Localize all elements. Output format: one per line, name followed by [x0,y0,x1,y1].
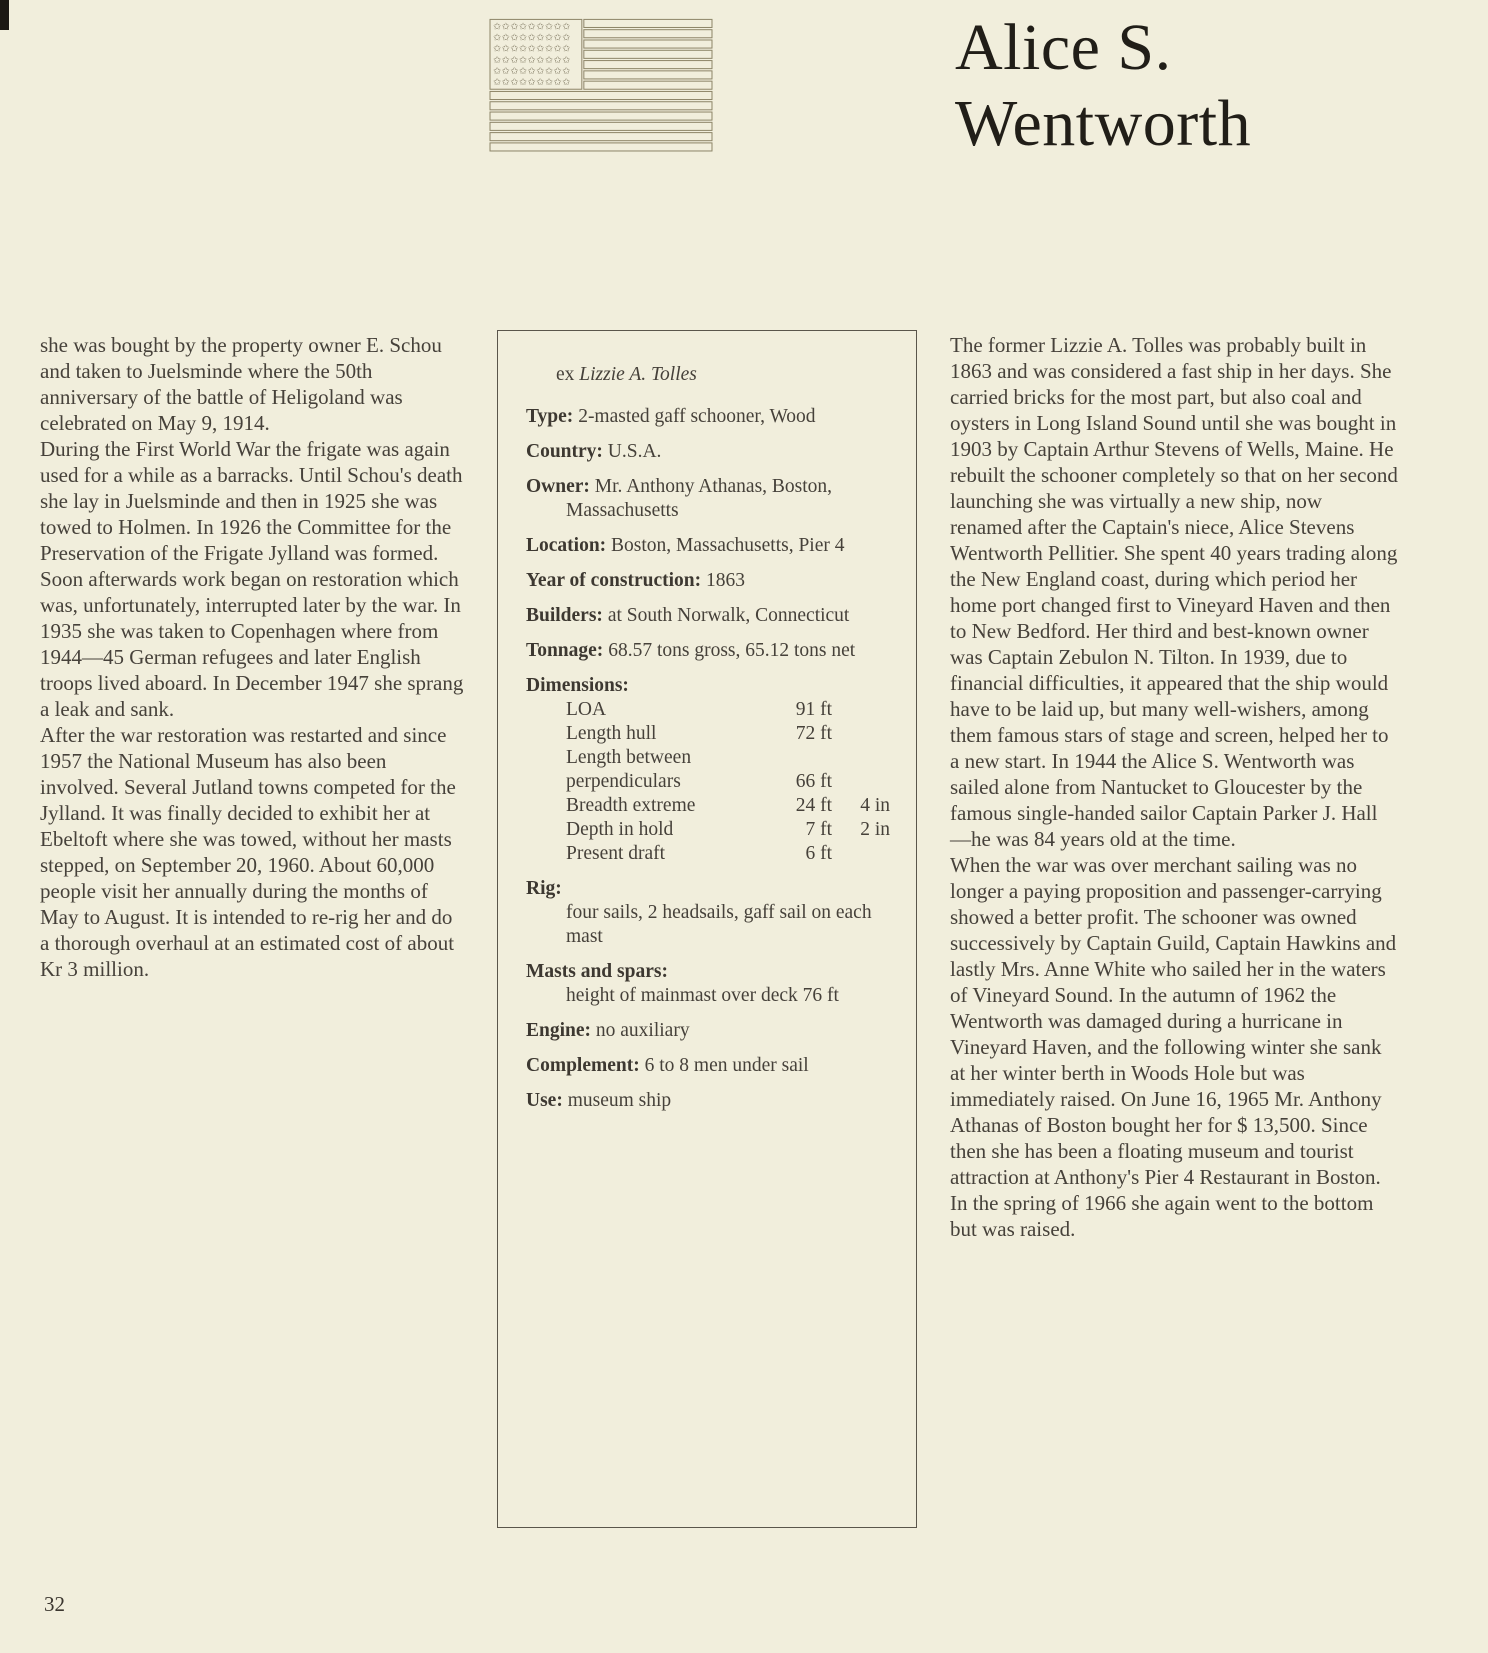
spec-location-value: Boston, Massachusetts, Pier 4 [611,535,845,556]
spec-location-label: Location: [526,535,607,556]
dim-row-in: 4 in [860,795,890,816]
spec-complement-value: 6 to 8 men under sail [644,1055,809,1076]
us-flag-icon [489,18,713,154]
dim-row-ft: 6 ft [805,843,832,864]
right-column [950,332,1398,1242]
dim-row-label: LOA [566,699,607,720]
spec-type [526,405,890,429]
spec-complement-label: Complement: [526,1055,640,1076]
spec-country [526,440,890,464]
flag-star-row: ✩✩✩✩✩✩✩✩✩ [493,76,571,88]
dim-row-label: Depth in hold [566,819,674,840]
spec-builders-label: Builders: [526,605,603,626]
flag-star-row: ✩✩✩✩✩✩✩✩✩ [493,65,571,77]
page-title [955,10,1375,162]
spec-rig-value: four sails, 2 headsails, gaff sail on each mast [566,902,872,947]
spec-type-label: Type: [526,406,574,427]
spec-rig-label: Rig: [526,878,562,899]
spec-builders-value: at South Norwalk, Connecticut [607,605,850,626]
flag-star-row: ✩✩✩✩✩✩✩✩✩ [493,32,571,44]
spec-use-label: Use: [526,1090,563,1111]
spec-use-value: museum ship [567,1090,672,1111]
spec-masts-label: Masts and spars: [526,961,668,982]
dim-row-ft: 7 ft [805,819,832,840]
dimensions-heading [526,674,890,698]
dim-row-label: Length hull [566,723,657,744]
spec-masts [526,960,890,1008]
dim-row-ft: 66 ft [795,771,832,792]
spec-use [526,1089,890,1113]
page-title-line1: Alice S. [955,11,1172,84]
spec-engine-label: Engine: [526,1020,592,1041]
left-paragraph: After the war restoration was restarted and since 1957 the National Museum has also been involved. Several Jutland towns competed for the Jylland. It was finally decided to exhibit her at Ebeltoft where she was towed, without her masts stepped, on September 20, 1960. About 60,000 people visit her annually during the months of May to August. It is intended to re-rig her and do a thorough overhaul at an estimated cost of about Kr 3 million. [40,723,456,981]
dimensions-label: Dimensions: [526,675,629,696]
spec-engine [526,1019,890,1043]
dim-row-label: Present draft [566,843,666,864]
right-paragraph: The former Lizzie A. Tolles was probably built in 1863 and was considered a fast ship in her days. She carried bricks for the most part, but also coal and oysters in Long Island Sound until she was bought in 1903 by Captain Arthur Stevens of Wells, Maine. He rebuilt the schooner completely so that on her second launching she was virtually a new ship, now renamed after the Captain's niece, Alice Stevens Wentworth Pellitier. She spent 40 years trading along the New England coast, during which period her home port changed first to Vineyard Haven and then to New Bedford. Her third and best-known owner was Captain Zebulon N. Tilton. In 1939, due to financial difficulties, it appeared that the ship would have to be laid up, but many well-wishers, among them famous stars of stage and screen, helped her to a new start. In 1944 the Alice S. Wentworth was sailed alone from Nantucket to Gloucester by the famous single-handed sailor Captain Parker J. Hall—he was 84 years old at the time. [950,333,1398,851]
spec-year-value: 1863 [706,570,745,591]
spec-rig [526,877,890,949]
spec-box [497,330,917,1528]
spec-year-label: Year of construction: [526,570,702,591]
spec-tonnage-value: 68.57 tons gross, 65.12 tons net [608,640,856,661]
left-column [40,332,464,982]
spec-owner [526,475,890,523]
spec-engine-value: no auxiliary [595,1020,690,1041]
spec-masts-value: height of mainmast over deck 76 ft [566,985,839,1006]
right-paragraph: When the war was over merchant sailing was no longer a paying proposition and passenger-carrying showed a better profit. The schooner was owned successively by Captain Guild, Captain Hawkins and lastly Mrs. Anne White who sailed her in the waters of Vineyard Sound. In the autumn of 1962 the Wentworth was damaged during a hurricane in Vineyard Haven, and the following winter she sank at her winter berth in Woods Hole but was immediately raised. On June 16, 1965 Mr. Anthony Athanas of Boston bought her for $ 13,500. Since then she has been a floating museum and tourist attraction at Anthony's Pier 4 Restaurant in Boston. In the spring of 1966 she again went to the bottom but was raised. [950,853,1397,1241]
spec-country-label: Country: [526,441,603,462]
dim-row-ft: 91 ft [795,699,832,720]
dimensions-table [526,698,890,866]
spec-year [526,569,890,593]
spec-tonnage [526,639,890,663]
dim-row-label: Length between perpendiculars [566,747,692,792]
spec-location [526,534,890,558]
spec-complement [526,1054,890,1078]
flag-star-row: ✩✩✩✩✩✩✩✩✩ [493,21,571,33]
flag-star-row: ✩✩✩✩✩✩✩✩✩ [493,54,571,66]
spec-tonnage-label: Tonnage: [526,640,604,661]
dim-row-in: 2 in [860,819,890,840]
former-name-italic: Lizzie A. Tolles [579,364,697,385]
dim-row-ft: 72 ft [795,723,832,744]
spec-type-value: 2-masted gaff schooner, Wood [578,406,816,427]
spec-builders [526,604,890,628]
page-number: 32 [44,1592,65,1616]
scan-artifact [0,0,9,30]
spec-owner-label: Owner: [526,476,590,497]
left-paragraph: During the First World War the frigate was again used for a while as a barracks. Until Schou's death she lay in Juelsminde and then in 1925 she was towed to Holmen. In 1926 the Committee for the Preservation of the Frigate Jylland was formed. Soon afterwards work began on restoration which was, unfortunately, interrupted later by the war. In 1935 she was taken to Copenhagen where from 1944—45 German refugees and later English troops lived aboard. In December 1947 she sprang a leak and sank. [40,437,464,721]
dim-row-label: Breadth extreme [566,795,696,816]
spec-owner-value: Mr. Anthony Athanas, Boston, Massachusetts [566,476,833,521]
page-title-line2: Wentworth [955,87,1252,160]
former-name-prefix: ex [556,364,575,385]
left-paragraph: she was bought by the property owner E. Schou and taken to Juelsminde where the 50th anniversary of the battle of Heligoland was celebrated on May 9, 1914. [40,333,442,435]
flag-star-row: ✩✩✩✩✩✩✩✩✩ [493,43,571,55]
spec-country-value: U.S.A. [607,441,662,462]
dim-row-ft: 24 ft [795,795,832,816]
former-name [556,363,890,387]
